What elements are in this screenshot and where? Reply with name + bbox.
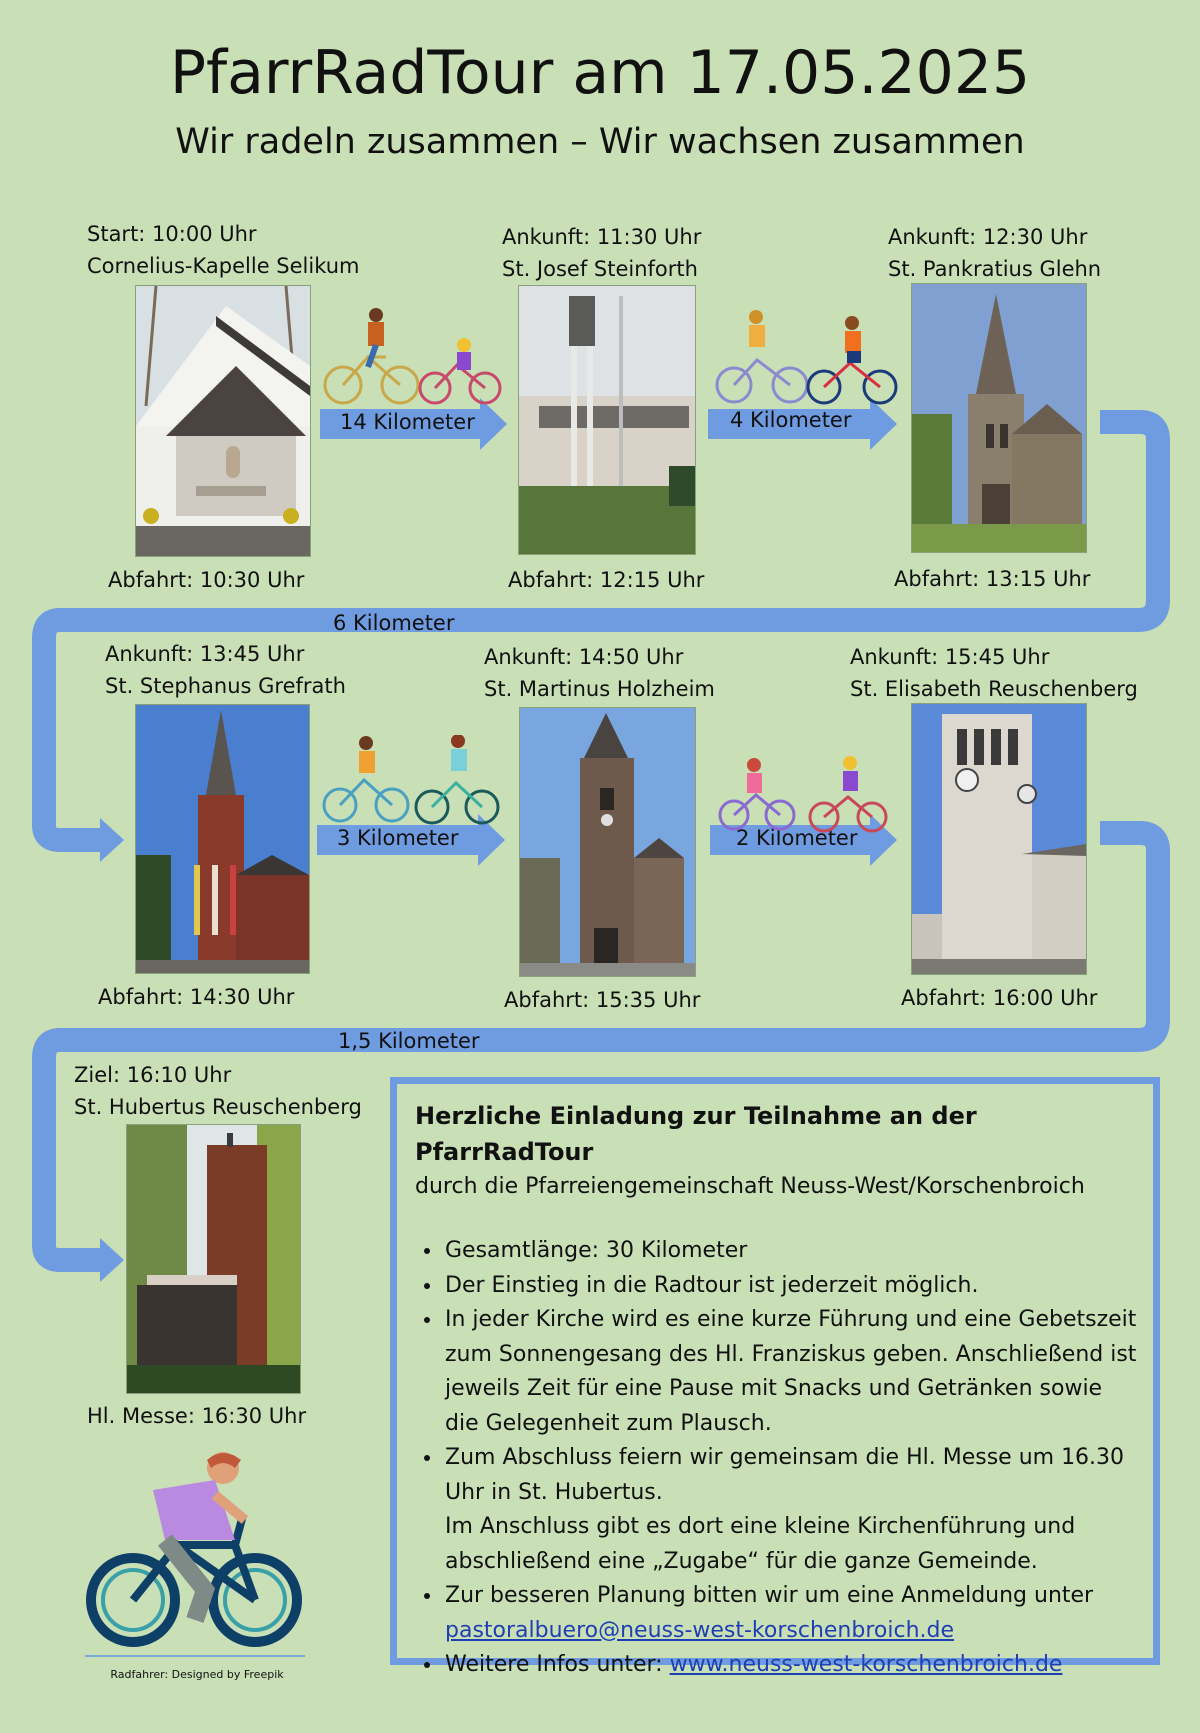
stop-name: St. Hubertus Reuschenberg <box>74 1095 362 1119</box>
distance-label: 1,5 Kilometer <box>338 1029 480 1053</box>
distance-label: 14 Kilometer <box>340 410 475 434</box>
church-photo <box>126 1124 301 1394</box>
church-photo <box>911 283 1087 553</box>
stop-departure: Abfahrt: 13:15 Uhr <box>894 567 1091 591</box>
list-item-text: Weitere Infos unter: <box>445 1652 670 1677</box>
stop-departure: Abfahrt: 15:35 Uhr <box>504 988 701 1012</box>
cyclists-icon <box>712 755 892 835</box>
stop-name: St. Martinus Holzheim <box>484 677 715 701</box>
website-link[interactable]: www.neuss-west-korschenbroich.de <box>669 1652 1063 1677</box>
stop-mass-time: Hl. Messe: 16:30 Uhr <box>87 1404 307 1428</box>
stop-name: St. Josef Steinforth <box>502 257 698 281</box>
stop-departure: Abfahrt: 14:30 Uhr <box>98 985 295 1009</box>
stop-name: St. Stephanus Grefrath <box>105 674 346 698</box>
cyclists-icon <box>320 735 500 825</box>
distance-label: 2 Kilometer <box>736 826 858 850</box>
poster-subtitle: Wir radeln zusammen – Wir wachsen zusammen <box>175 122 1025 162</box>
image-credit: Radfahrer: Designed by Freepik <box>110 1668 284 1681</box>
stop-name: St. Elisabeth Reuschenberg <box>850 677 1138 701</box>
info-box <box>390 1077 1160 1677</box>
stop-departure: Abfahrt: 12:15 Uhr <box>508 568 705 592</box>
list-item: • In jeder Kirche wird es eine kurze Führung und eine Gebetszeit zum Sonnengesang des Hl. Franziskus geben. Anschließend ist jeweils Zeit für eine Pause mit Snacks und Getränken sowie die Gelegenheit zum Plausch. <box>443 1303 1139 1441</box>
stop-time: Ziel: 16:10 Uhr <box>74 1063 232 1087</box>
list-item <box>443 1441 1139 1579</box>
church-photo <box>135 285 311 557</box>
cyclists-icon <box>320 305 510 405</box>
info-title: Herzliche Einladung zur Teilnahme an der PfarrRadTour <box>415 1102 977 1166</box>
church-photo <box>518 285 696 555</box>
distance-label: 6 Kilometer <box>333 611 455 635</box>
stop-time: Ankunft: 14:50 Uhr <box>484 645 684 669</box>
cyclists-icon <box>712 305 902 405</box>
cyclist-illustration-icon <box>85 1450 315 1660</box>
list-item-text: Zur besseren Planung bitten wir um eine Anmeldung unter <box>445 1583 1094 1608</box>
email-link[interactable]: pastoralbuero@neuss-west-korschenbroich.de <box>445 1617 955 1643</box>
stop-time: Ankunft: 11:30 Uhr <box>502 225 702 249</box>
stop-name: Cornelius-Kapelle Selikum <box>87 254 360 278</box>
church-photo <box>911 703 1087 975</box>
list-item <box>443 1579 1139 1648</box>
list-item-text: Im Anschluss gibt es dort eine kleine Kirchenführung und abschließend eine „Zugabe“ für die ganze Gemeinde. <box>445 1514 1076 1574</box>
distance-label: 4 Kilometer <box>730 408 852 432</box>
stop-name: St. Pankratius Glehn <box>888 257 1102 281</box>
list-item: • Gesamtlänge: 30 Kilometer <box>443 1234 1139 1269</box>
list-item-text: Zum Abschluss feiern wir gemeinsam die Hl. Messe um 16.30 Uhr in St. Hubertus. <box>445 1445 1125 1505</box>
church-photo <box>135 704 310 974</box>
stop-departure: Abfahrt: 10:30 Uhr <box>108 568 305 592</box>
stop-time: Ankunft: 13:45 Uhr <box>105 642 305 666</box>
stop-time: Ankunft: 15:45 Uhr <box>850 645 1050 669</box>
stop-time: Start: 10:00 Uhr <box>87 222 257 246</box>
distance-label: 3 Kilometer <box>337 826 459 850</box>
poster-title: PfarrRadTour am 17.05.2025 <box>169 38 1031 108</box>
list-item <box>443 1648 1139 1683</box>
info-list <box>415 1234 1139 1683</box>
church-photo <box>519 707 696 977</box>
info-subtitle: durch die Pfarreiengemeinschaft Neuss-West/Korschenbroich <box>415 1174 1085 1199</box>
stop-departure: Abfahrt: 16:00 Uhr <box>901 986 1098 1010</box>
list-item: • Der Einstieg in die Radtour ist jederzeit möglich. <box>443 1269 1139 1304</box>
stop-time: Ankunft: 12:30 Uhr <box>888 225 1088 249</box>
